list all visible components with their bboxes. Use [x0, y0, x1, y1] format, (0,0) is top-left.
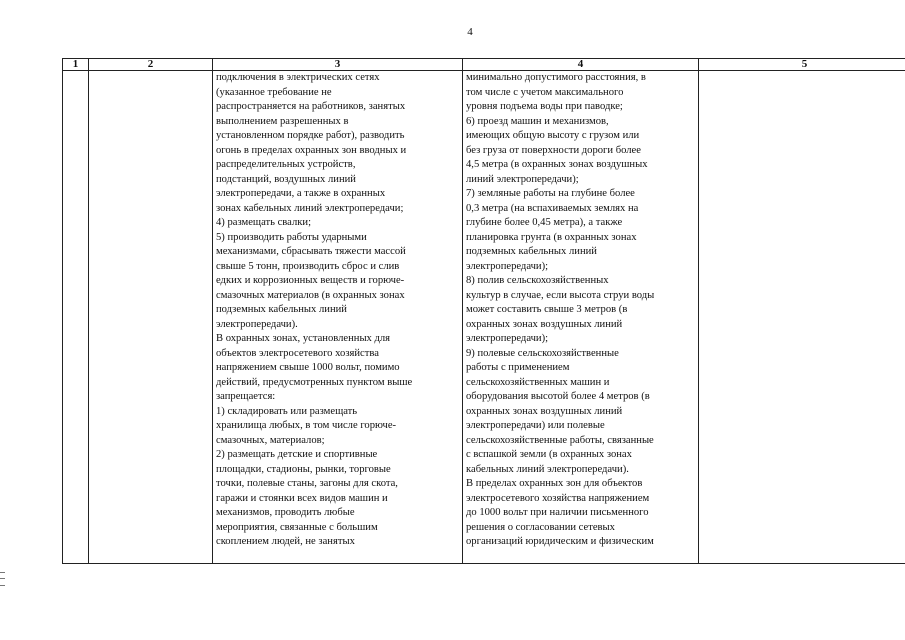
- text-line: 4,5 метра (в охранных зонах воздушных: [466, 159, 648, 170]
- text-line: решения о согласовании сетевых: [466, 521, 615, 533]
- column-header-1: 1: [63, 59, 89, 71]
- text-line: В охранных зонах, установленных для: [216, 333, 391, 344]
- text-line: 9) полевые сельскохозяйственные: [466, 347, 619, 359]
- cell-col-1: [63, 71, 89, 564]
- header-row: [63, 59, 905, 71]
- text-line: охранных зонах воздушных линий: [466, 405, 623, 417]
- text-line: огонь в пределах охранных зон вводных и: [216, 144, 407, 156]
- text-line: подземных кабельных линий: [466, 246, 597, 257]
- column-header-5: 5: [699, 59, 905, 71]
- text-line: точки, полевые станы, загоны для скота,: [216, 478, 398, 489]
- text-line: сельскохозяйственные работы, связанные: [466, 434, 654, 446]
- text-line: электропередачи) или полевые: [466, 420, 605, 431]
- scan-edge-mark: [0, 572, 5, 586]
- text-line: культур в случае, если высота струи воды: [466, 289, 655, 301]
- text-line: мероприятия, связанные с большим: [216, 521, 378, 533]
- text-line: свыше 5 тонн, производить сброс и слив: [216, 260, 400, 272]
- text-line: организаций юридическим и физическим: [466, 536, 654, 547]
- text-line: 5) производить работы ударными: [216, 231, 367, 243]
- text-line: без груза от поверхности дороги более: [466, 144, 641, 156]
- text-line: смазочных, материалов;: [216, 434, 325, 446]
- text-line: кабельных линий электропередачи).: [466, 463, 629, 475]
- text-line: хранилища любых, в том числе горюче-: [216, 420, 397, 431]
- text-line: скоплением людей, не занятых: [216, 536, 355, 547]
- text-line: объектов электросетевого хозяйства: [216, 347, 379, 359]
- text-line: подключения в электрических сетях: [216, 72, 380, 83]
- text-line: 8) полив сельскохозяйственных: [466, 275, 609, 286]
- text-line: распределительных устройств,: [216, 159, 356, 170]
- text-line: сельскохозяйственных машин и: [466, 376, 610, 388]
- text-line: 7) земляные работы на глубине более: [466, 188, 635, 199]
- cell-col-2: [89, 71, 213, 564]
- text-line: (указанное требование не: [216, 86, 332, 98]
- column-header-2: 2: [89, 59, 213, 71]
- text-line: электропередачи);: [466, 333, 549, 344]
- cell-col-3: [213, 71, 463, 564]
- text-line: электросетевого хозяйства напряжением: [466, 492, 650, 504]
- text-line: линий электропередачи);: [466, 173, 579, 185]
- text-line: планировка грунта (в охранных зонах: [466, 231, 637, 243]
- text-line: смазочных материалов (в охранных зонах: [216, 289, 405, 301]
- text-line: с вспашкой земли (в охранных зонах: [466, 449, 632, 460]
- regulation-table: [62, 58, 905, 564]
- text-line: выполнением разрешенных в: [216, 115, 349, 127]
- text-line: 6) проезд машин и механизмов,: [466, 115, 609, 127]
- cell-col-4: [463, 71, 699, 564]
- text-line: механизмами, сбрасывать тяжести массой: [216, 246, 406, 257]
- text-line: имеющих общую высоту с грузом или: [466, 130, 640, 141]
- text-line: подстанций, воздушных линий: [216, 173, 356, 185]
- text-line: запрещается:: [216, 391, 276, 402]
- cell-col-5: [699, 71, 905, 564]
- text-line: распространяется на работников, занятых: [216, 101, 406, 112]
- text-line: может составить свыше 3 метров (в: [466, 304, 628, 315]
- text-line: том числе с учетом максимального: [466, 86, 624, 98]
- text-line: охранных зонах воздушных линий: [466, 318, 623, 330]
- text-line: зонах кабельных линий электропередачи;: [216, 202, 404, 214]
- text-line: минимально допустимого расстояния, в: [466, 72, 646, 83]
- text-line: глубине более 0,45 метра), а также: [466, 217, 623, 228]
- text-line: установленном порядке работ), разводить: [216, 130, 405, 141]
- column-header-4: 4: [463, 59, 699, 71]
- table-row: [63, 71, 905, 564]
- text-line: электропередачи, а также в охранных: [216, 188, 386, 199]
- text-line: работы с применением: [466, 362, 570, 373]
- text-line: уровня подъема воды при паводке;: [466, 101, 623, 112]
- page-number: 4: [467, 26, 473, 38]
- text-line: 1) складировать или размещать: [216, 405, 358, 417]
- text-line: подземных кабельных линий: [216, 304, 347, 315]
- text-line: гаражи и стоянки всех видов машин и: [216, 492, 388, 504]
- text-line: 2) размещать детские и спортивные: [216, 449, 378, 460]
- text-line: площадки, стадионы, рынки, торговые: [216, 463, 391, 475]
- text-line: механизмов, проводить любые: [216, 507, 355, 518]
- restrictions-text: [466, 71, 695, 563]
- text-line: оборудования высотой более 4 метров (в: [466, 391, 650, 402]
- text-line: действий, предусмотренных пунктом выше: [216, 376, 413, 388]
- text-line: В пределах охранных зон для объектов: [466, 478, 643, 489]
- text-line: электропередачи);: [466, 260, 549, 272]
- text-line: электропередачи).: [216, 318, 298, 330]
- text-line: едких и коррозионных веществ и горюче-: [216, 275, 405, 286]
- text-line: до 1000 вольт при наличии письменного: [466, 507, 649, 518]
- text-line: 4) размещать свалки;: [216, 217, 312, 228]
- column-header-3: 3: [213, 59, 463, 71]
- text-line: напряжением свыше 1000 вольт, помимо: [216, 362, 400, 373]
- prohibitions-text: [216, 71, 459, 563]
- text-line: 0,3 метра (на вспахиваемых землях на: [466, 202, 639, 214]
